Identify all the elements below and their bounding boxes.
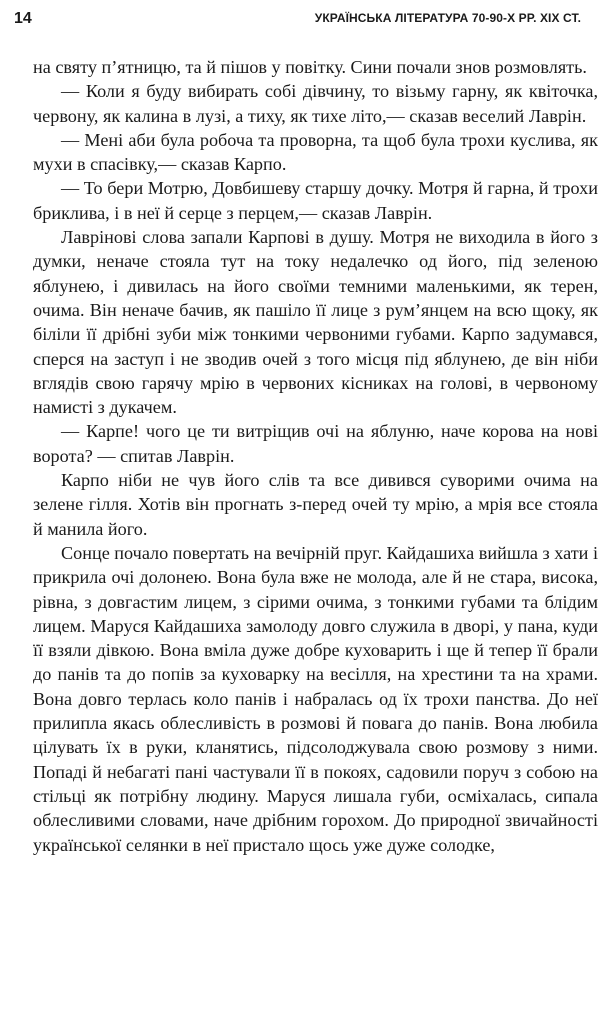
page-number: 14 bbox=[14, 10, 32, 27]
paragraph-4: — То бери Мотрю, Довбишеву старшу дочку. Мотря й гарна, й трохи бриклива, і в неї й серце з перцем,— сказав Лаврін. bbox=[33, 178, 598, 223]
paragraph-8: Сонце почало повертать на вечірній пруг. Кайдашиха вийшла з хати і прикрила очі долонею. Вона була вже не молода, але й не стара, висока, рівна, з довгастим лицем, з сірими очима, з тонкими губами та блідим лицем. Маруся Кайдашиха замолоду довго служила в дворі, у пана, куди її взяли дівкою. Вона вміла дуже добре куховарить і ще й тепер її брали до панів та до попів за куховарку на весілля, на хрестини та на храми. Вона довго терлась коло панів і набралась од їх трохи панства. До неї прилипла якась облесливість в розмові й повага до панів. Вона любила цілувать їх в руки, кланятись, підсолоджувала свою розмову з ними. Попаді й небагаті пані частували її в покоях, садовили поруч з собою на стільці як потрібну людину. Маруся лишала губи, осміхалась, сипала облесливими словами, наче дрібним горохом. До природної звичайності української селянки в неї пристало щось уже дуже солодке, bbox=[33, 542, 599, 855]
paragraph-7: Карпо ніби не чув його слів та все дивився суворими очима на зелене гілля. Хотів він прогнать з-перед очей ту мрію, а мрія все стояла й манила його. bbox=[33, 470, 598, 539]
paragraph-3: — Мені аби була робоча та проворна, та щоб була трохи куслива, як мухи в спасівку,— сказав Карпо. bbox=[33, 129, 598, 175]
text-body bbox=[33, 55, 598, 857]
paragraph-1: на святу п’ятницю, та й пішов у повітку. Сини почали знов розмовлять. bbox=[33, 57, 587, 77]
running-head: УКРАЇНСЬКА ЛІТЕРАТУРА 70-90-Х РР. XIX СТ. bbox=[314, 11, 581, 25]
paragraph-5: Лаврінові слова запали Карпові в душу. Мотря не виходила в його з думки, неначе стояла тут на току недалечко од його, під зеленою яблунею, і дивилась на його своїми темними маленькими, як терен, очима. Він неначе бачив, як пашіло її лице з рум’янцем на всю щоку, як біліли її дрібні зуби між тонкими червоними губами. Карпо задумався, сперся на заступ і не зводив очей з того місця під яблунею, де він ніби вглядів свою гарячу мрію в червоних кісниках на голові, в червоному намисті з дукачем. bbox=[33, 227, 598, 418]
paragraph-6: — Карпе! чого це ти витріщив очі на яблуню, наче корова на нові ворота? — спитав Лаврін. bbox=[33, 421, 598, 466]
page-header bbox=[0, 0, 615, 44]
paragraph-2: — Коли я буду вибирать собі дівчину, то візьму гарну, як квіточка, червону, як калина в лузі, а тиху, як тихе літо,— сказав веселий Лаврін. bbox=[33, 81, 598, 126]
